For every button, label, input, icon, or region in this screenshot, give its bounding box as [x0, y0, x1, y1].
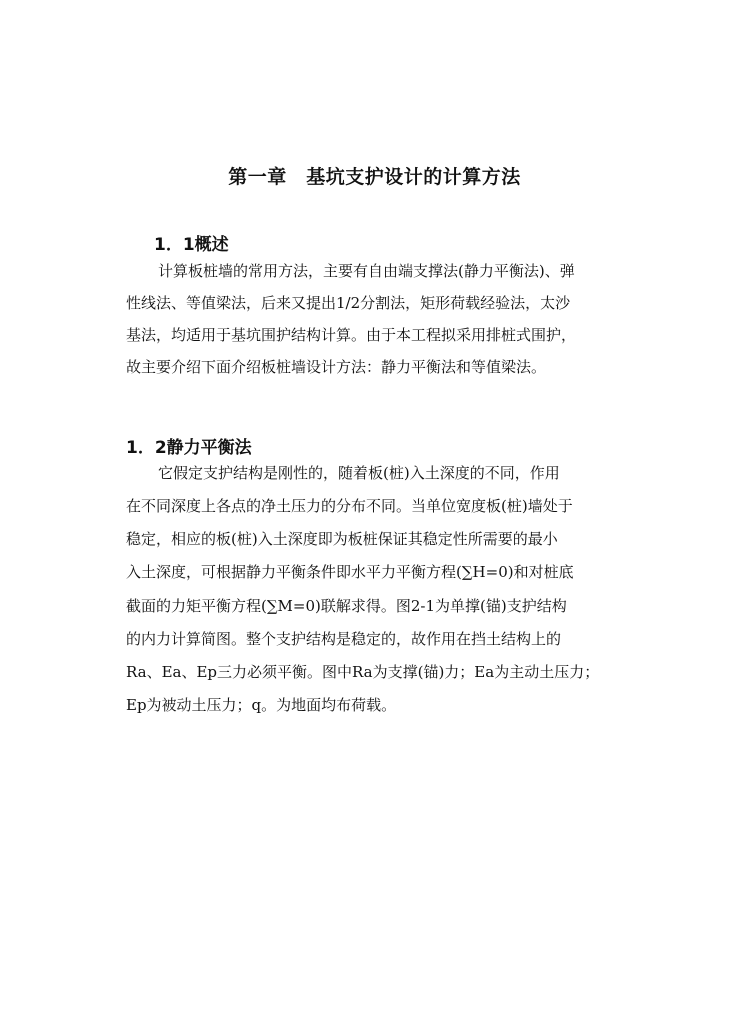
paragraph-line: 性线法、等值梁法，后来又提出1/2分割法，矩形荷载经验法，太沙 — [126, 294, 571, 312]
section-heading-static-equilibrium: 1．2静力平衡法 — [126, 438, 252, 458]
section-heading-overview: 1．1概述 — [154, 235, 229, 255]
paragraph-line: Ra、Ea、Ep三力必须平衡。图中Ra为支撑(锚)力；Ea为主动土压力； — [126, 663, 600, 681]
paragraph-line: 的内力计算简图。整个支护结构是稳定的，故作用在挡土结构上的 — [126, 630, 562, 648]
paragraph-line: 计算板桩墙的常用方法，主要有自由端支撑法(静力平衡法)、弹 — [158, 262, 575, 280]
paragraph-line: 故主要介绍下面介绍板桩墙设计方法：静力平衡法和等值梁法。 — [126, 358, 547, 376]
paragraph-line: 入土深度，可根据静力平衡条件即水平力平衡方程(∑H=0)和对桩底 — [126, 563, 574, 581]
paragraph-line: 稳定，相应的板(桩)入土深度即为板桩保证其稳定性所需要的最小 — [126, 530, 558, 548]
paragraph-line: 它假定支护结构是刚性的，随着板(桩)入土深度的不同，作用 — [158, 464, 560, 482]
paragraph-line: 在不同深度上各点的净土压力的分布不同。当单位宽度板(桩)墙处于 — [126, 497, 573, 515]
paragraph-line: 截面的力矩平衡方程(∑M=0)联解求得。图2-1为单撑(锚)支护结构 — [126, 597, 567, 615]
paragraph-line: Ep为被动土压力；q。为地面均布荷载。 — [126, 696, 397, 714]
chapter-title: 第一章 基坑支护设计的计算方法 — [228, 166, 521, 188]
paragraph-line: 基法，均适用于基坑围护结构计算。由于本工程拟采用排桩式围护， — [126, 326, 577, 344]
